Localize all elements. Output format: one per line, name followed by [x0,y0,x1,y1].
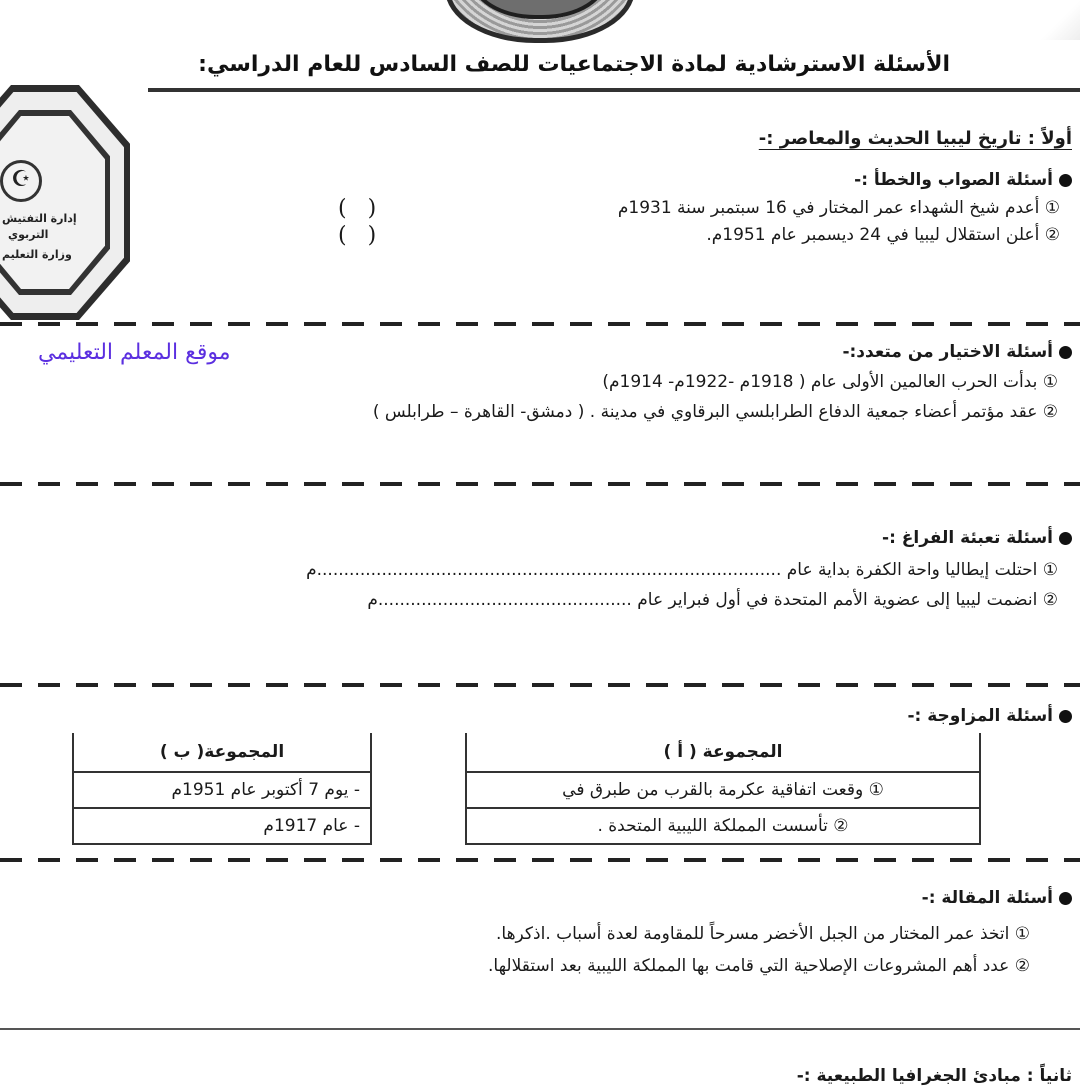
fill-blank-heading [882,528,1072,548]
multiple-choice-heading-label: أسئلة الاختيار من متعدد:- [842,342,1053,362]
title-rule [148,88,1080,92]
item-number: ② [1042,402,1058,422]
true-false-heading-label: أسئلة الصواب والخطأ :- [854,170,1053,190]
section-divider [0,683,1080,687]
item-text: اتخذ عمر المختار من الجبل الأخضر مسرحاً للمقاومة لعدة أسباب .اذكرها. [496,924,1010,944]
group-b-row-2: - عام 1917م [73,808,371,844]
group-a-row-1: ① وقعت اتفاقية عكرمة بالقرب من طبرق في [466,772,980,808]
item-text: أعدم شيخ الشهداء عمر المختار في 16 سبتمبر سنة 1931م [617,198,1040,218]
item-text: عقد مؤتمر أعضاء جمعية الدفاع الطرابلسي البرقاوي في مدينة . ( دمشق- القاهرة – طرابلس ) [372,402,1038,422]
essay-heading [922,888,1072,908]
item-text: بدأت الحرب العالمين الأولى عام ( 1918م -1922م- 1914م) [602,372,1038,392]
answer-box-1[interactable]: ( ) [338,196,377,221]
true-false-item-1 [618,198,1060,218]
item-number: ① [1042,372,1058,392]
item-number: ① [1014,924,1030,944]
answer-box-2[interactable]: ( ) [338,223,377,248]
bullet-icon [1059,710,1072,723]
item-number: ① [1044,198,1060,218]
blank-field-1[interactable]: ......................................................................................م [306,560,782,580]
section-divider [0,322,1080,326]
fill-blank-item-1 [306,560,1058,580]
multiple-choice-item-2 [373,402,1058,422]
stamp-text-line3: وزارة التعليم [2,248,72,261]
bullet-icon [1059,532,1072,545]
matching-table-group-b [72,733,372,845]
bullet-icon [1059,174,1072,187]
section-heading-libya-history: أولاً : تاريخ ليبيا الحديث والمعاصر :- [758,128,1072,149]
multiple-choice-heading [842,342,1072,362]
page-corner-smudge [1020,0,1080,40]
matching-heading [907,706,1072,726]
group-b-header: المجموعة( ب ) [73,733,371,772]
section-end-rule [0,1028,1080,1030]
bullet-icon [1059,346,1072,359]
bullet-icon [1059,892,1072,905]
page-title: الأسئلة الاسترشادية لمادة الاجتماعيات للصف السادس للعام الدراسي: [198,52,950,77]
essay-item-1 [496,924,1030,944]
multiple-choice-item-1 [602,372,1058,392]
item-text: احتلت إيطاليا واحة الكفرة بداية عام [786,560,1038,580]
item-text: أعلن استقلال ليبيا في 24 ديسمبر عام 1951م. [706,225,1040,245]
stamp-text-line2: التربوي [8,228,49,241]
crescent-star-icon: ☪ [0,160,42,202]
true-false-item-2 [706,225,1060,245]
group-a-row-2: ② تأسست المملكة الليبية المتحدة . [466,808,980,844]
stamp-text-line1: إدارة التفتيش [2,212,77,225]
essay-heading-label: أسئلة المقالة :- [921,888,1053,908]
item-number: ② [1044,225,1060,245]
item-text: عدد أهم المشروعات الإصلاحية التي قامت بها المملكة الليبية بعد استقلالها. [488,956,1010,976]
true-false-heading [854,170,1072,190]
fill-blank-heading-label: أسئلة تعبئة الفراغ :- [882,528,1053,548]
section-divider [0,482,1080,486]
watermark-site-name: موقع المعلم التعليمي [38,340,231,365]
item-text: انضمت ليبيا إلى عضوية الأمم المتحدة في أول فبراير عام [637,590,1038,610]
fill-blank-item-2 [367,590,1058,610]
item-number: ② [1042,590,1058,610]
official-stamp-ring-inner [0,116,105,289]
section-heading-geography: ثانياً : مبادئ الجغرافيا الطبيعية :- [796,1066,1072,1086]
matching-heading-label: أسئلة المزاوجة :- [907,706,1053,726]
item-number: ② [1014,956,1030,976]
matching-table-group-a [465,733,981,845]
essay-item-2 [488,956,1030,976]
group-b-row-1: - يوم 7 أكتوبر عام 1951م [73,772,371,808]
section-divider [0,858,1080,862]
group-a-header: المجموعة ( أ ) [466,733,980,772]
item-number: ① [1042,560,1058,580]
blank-field-2[interactable]: ...............................................م [367,590,632,610]
